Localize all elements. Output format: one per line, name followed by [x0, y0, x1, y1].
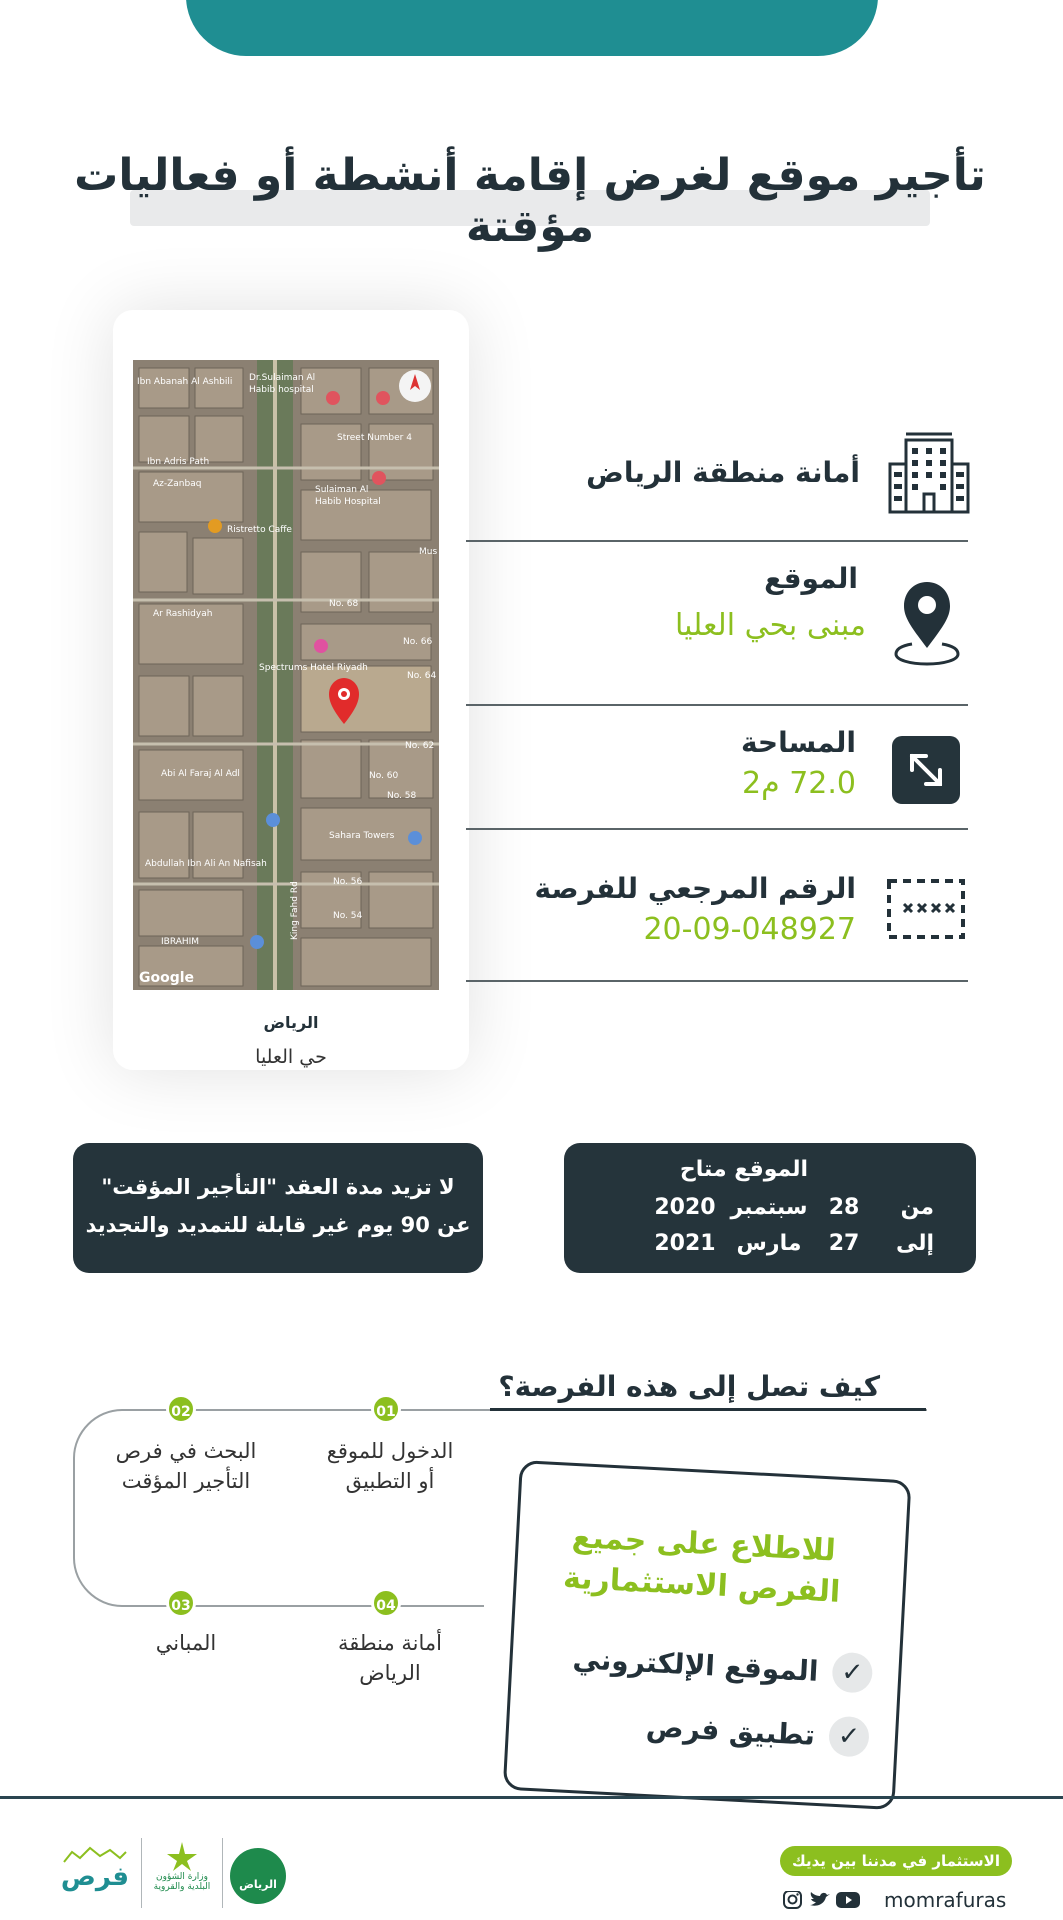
map-label: Ar Rashidyah: [153, 609, 213, 619]
map-label: No. 64: [407, 671, 437, 681]
amana-logo: الرياض: [230, 1848, 286, 1904]
availability-box: [564, 1143, 976, 1273]
map-label: Az-Zanbaq: [153, 479, 202, 489]
promo-item-label: الموقع الإلكتروني: [571, 1641, 820, 1688]
map-label: Sulaiman Al: [315, 485, 369, 495]
page-title: تأجير موقع لغرض إقامة أنشطة أو فعاليات مؤقتة: [74, 150, 986, 252]
step-number-04: 04: [371, 1588, 401, 1618]
availability-heading: الموقع متاح: [679, 1157, 809, 1182]
step-label-03: المباني: [155, 1631, 217, 1655]
map-label: No. 54: [333, 911, 363, 921]
area-label: المساحة: [740, 726, 856, 759]
google-logo: Google: [139, 970, 195, 986]
step-number-03: 03: [166, 1588, 196, 1618]
ministry-logo: وزارة الشؤون البلدية والقروية: [150, 1840, 214, 1908]
availability-to-label: إلى: [895, 1231, 934, 1256]
map-label: Ibn Abanah Al Ashbili: [137, 377, 233, 387]
furas-logo: فرص: [58, 1846, 132, 1906]
map-image[interactable]: [133, 360, 439, 990]
map-label: Street Number 4: [337, 433, 412, 443]
area-value: 72.0 م2: [741, 766, 856, 801]
availability-from-year: 2020: [654, 1195, 716, 1220]
footer-logo-divider: [141, 1838, 142, 1908]
map-label: No. 68: [329, 599, 359, 609]
map-label: Spectrums Hotel Riyadh: [259, 663, 368, 673]
availability-to-month: مارس: [736, 1231, 802, 1256]
footer-divider: [0, 1796, 1063, 1799]
promo-heading: للاطلاع على جميع الفرص الاستثمارية: [562, 1519, 842, 1610]
divider: [466, 828, 968, 830]
availability-from-month: سبتمبر: [730, 1195, 808, 1220]
map-label: IBRAHIM: [161, 937, 200, 947]
instagram-icon[interactable]: [780, 1891, 804, 1913]
map-label: No. 60: [369, 771, 399, 781]
twitter-icon[interactable]: [808, 1891, 832, 1913]
step-number-02: 02: [166, 1394, 196, 1424]
contract-note-line2: عن 90 يوم غير قابلة للتمديد والتجديد: [85, 1213, 471, 1237]
map-city: الرياض: [263, 1013, 319, 1032]
map-label: No. 62: [405, 741, 435, 751]
map-label: No. 56: [333, 877, 363, 887]
promo-item-app[interactable]: [548, 1701, 870, 1758]
map-label: Mus: [419, 547, 438, 557]
check-icon: ✓: [831, 1652, 873, 1694]
reference-label: الرقم المرجعي للفرصة: [534, 872, 856, 905]
authority-name: أمانة منطقة الرياض: [586, 456, 860, 489]
map-label: No. 58: [387, 791, 417, 801]
location-label: الموقع: [764, 562, 858, 595]
map-label: Habib Hospital: [315, 497, 381, 507]
availability-from-label: من: [900, 1195, 934, 1220]
map-label: No. 66: [403, 637, 433, 647]
availability-from-day: 28: [828, 1195, 860, 1220]
step-label-02: البحث في فرص التأجير المؤقت: [115, 1439, 257, 1494]
divider: [466, 540, 968, 542]
availability-to-year: 2021: [654, 1231, 716, 1256]
map-label: Ristretto Caffe: [227, 525, 292, 535]
step-number-01: 01: [371, 1394, 401, 1424]
step-label-04: أمانة منطقة الرياض: [338, 1631, 442, 1686]
location-pin-icon: [892, 578, 962, 666]
map-label: Abdullah Ibn Ali An Nafisah: [145, 859, 267, 869]
youtube-icon[interactable]: [836, 1891, 860, 1913]
social-handle[interactable]: momrafuras: [884, 1888, 1007, 1912]
map-label: Habib hospital: [249, 385, 314, 395]
howto-title-underline: [490, 1408, 926, 1411]
reference-number-icon: [886, 878, 966, 940]
check-icon: ✓: [828, 1716, 870, 1758]
step-label-01: الدخول للموقع أو التطبيق: [326, 1439, 454, 1494]
map-label: Abi Al Faraj Al Adl: [161, 769, 240, 779]
contract-note-line1: لا تزيد مدة العقد "التأجير المؤقت": [101, 1175, 455, 1199]
footer-logo-divider: [222, 1838, 223, 1908]
map-district: حي العليا: [255, 1046, 327, 1068]
availability-to-day: 27: [828, 1231, 860, 1256]
map-label: King Fahd Rd: [290, 881, 300, 940]
building-icon: [886, 430, 972, 516]
divider: [466, 704, 968, 706]
map-label: Sahara Towers: [329, 831, 395, 841]
location-value: مبنى بحي العليا: [674, 608, 866, 643]
slogan-badge: الاستثمار في مدننا بين يديك: [780, 1846, 1012, 1876]
promo-card: [503, 1460, 912, 1810]
divider: [466, 980, 968, 982]
resize-icon: [892, 736, 960, 804]
contract-note-box: [73, 1143, 483, 1273]
promo-item-website[interactable]: [552, 1637, 874, 1694]
howto-title: كيف تصل إلى هذه الفرصة؟: [498, 1370, 880, 1403]
header-tab: [186, 0, 878, 56]
map-label: Ibn Adris Path: [147, 457, 210, 467]
map-label: Dr.Sulaiman Al: [249, 373, 316, 383]
reference-value: 20-09-048927: [643, 912, 856, 947]
promo-item-label: تطبيق فرص: [645, 1709, 816, 1752]
